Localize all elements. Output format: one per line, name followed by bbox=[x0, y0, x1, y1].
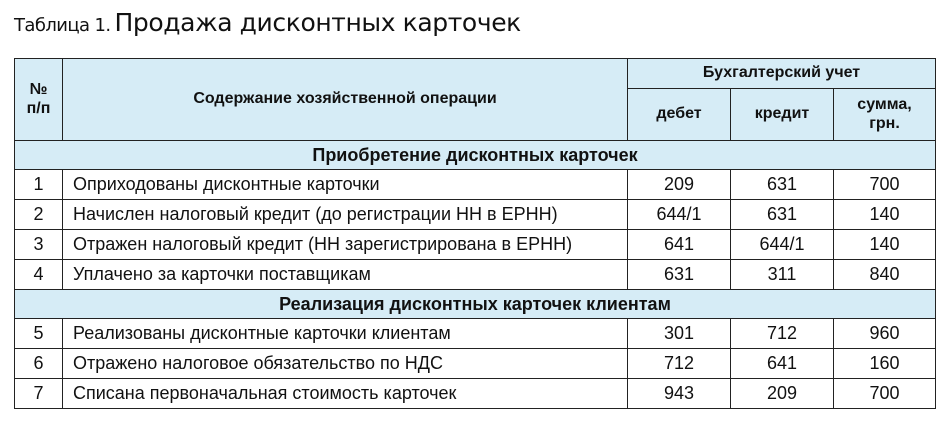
header-debit: дебет bbox=[628, 89, 731, 141]
operation-description: Начислен налоговый кредит (до регистрации НН в ЕРНН) bbox=[63, 200, 628, 230]
table-row bbox=[15, 170, 936, 200]
debit-account: 644/1 bbox=[628, 200, 731, 230]
table-row bbox=[15, 319, 936, 349]
amount: 700 bbox=[834, 379, 936, 409]
debit-account: 209 bbox=[628, 170, 731, 200]
credit-account: 209 bbox=[731, 379, 834, 409]
credit-account: 712 bbox=[731, 319, 834, 349]
table-row bbox=[15, 260, 936, 290]
caption-label: Таблица 1. bbox=[14, 15, 111, 36]
operation-description: Отражено налоговое обязательство по НДС bbox=[63, 349, 628, 379]
amount: 700 bbox=[834, 170, 936, 200]
header-credit: кредит bbox=[731, 89, 834, 141]
caption-title: Продажа дисконтных карточек bbox=[114, 8, 521, 37]
amount: 960 bbox=[834, 319, 936, 349]
debit-account: 943 bbox=[628, 379, 731, 409]
credit-account: 311 bbox=[731, 260, 834, 290]
row-number: 3 bbox=[15, 230, 63, 260]
credit-account: 641 bbox=[731, 349, 834, 379]
header-content: Содержание хозяйственной операции bbox=[63, 59, 628, 141]
operation-description: Оприходованы дисконтные карточки bbox=[63, 170, 628, 200]
table-row bbox=[15, 200, 936, 230]
row-number: 2 bbox=[15, 200, 63, 230]
header-sum-line1: сумма, bbox=[857, 96, 912, 114]
row-number: 5 bbox=[15, 319, 63, 349]
amount: 140 bbox=[834, 230, 936, 260]
debit-account: 631 bbox=[628, 260, 731, 290]
operation-description: Реализованы дисконтные карточки клиентам bbox=[63, 319, 628, 349]
row-number: 4 bbox=[15, 260, 63, 290]
row-number: 1 bbox=[15, 170, 63, 200]
header-sum bbox=[834, 89, 936, 141]
amount: 160 bbox=[834, 349, 936, 379]
row-number: 6 bbox=[15, 349, 63, 379]
table-row bbox=[15, 379, 936, 409]
credit-account: 631 bbox=[731, 170, 834, 200]
operation-description: Уплачено за карточки поставщикам bbox=[63, 260, 628, 290]
section-title: Приобретение дисконтных карточек bbox=[15, 141, 936, 170]
amount: 840 bbox=[834, 260, 936, 290]
header-num bbox=[15, 59, 63, 141]
header-num-line1: № bbox=[29, 81, 48, 99]
operation-description: Отражен налоговый кредит (НН зарегистрирована в ЕРНН) bbox=[63, 230, 628, 260]
debit-account: 301 bbox=[628, 319, 731, 349]
row-number: 7 bbox=[15, 379, 63, 409]
amount: 140 bbox=[834, 200, 936, 230]
section-title: Реализация дисконтных карточек клиентам bbox=[15, 290, 936, 319]
table-row bbox=[15, 349, 936, 379]
debit-account: 641 bbox=[628, 230, 731, 260]
table-row bbox=[15, 230, 936, 260]
header-num-line2: п/п bbox=[26, 99, 51, 117]
table-caption bbox=[14, 8, 521, 44]
header-sum-line2: грн. bbox=[869, 114, 900, 132]
section-row bbox=[15, 290, 936, 319]
discount-cards-table bbox=[14, 58, 936, 409]
header-accounting: Бухгалтерский учет bbox=[628, 59, 936, 89]
credit-account: 644/1 bbox=[731, 230, 834, 260]
section-row bbox=[15, 141, 936, 170]
operation-description: Списана первоначальная стоимость карточек bbox=[63, 379, 628, 409]
credit-account: 631 bbox=[731, 200, 834, 230]
debit-account: 712 bbox=[628, 349, 731, 379]
